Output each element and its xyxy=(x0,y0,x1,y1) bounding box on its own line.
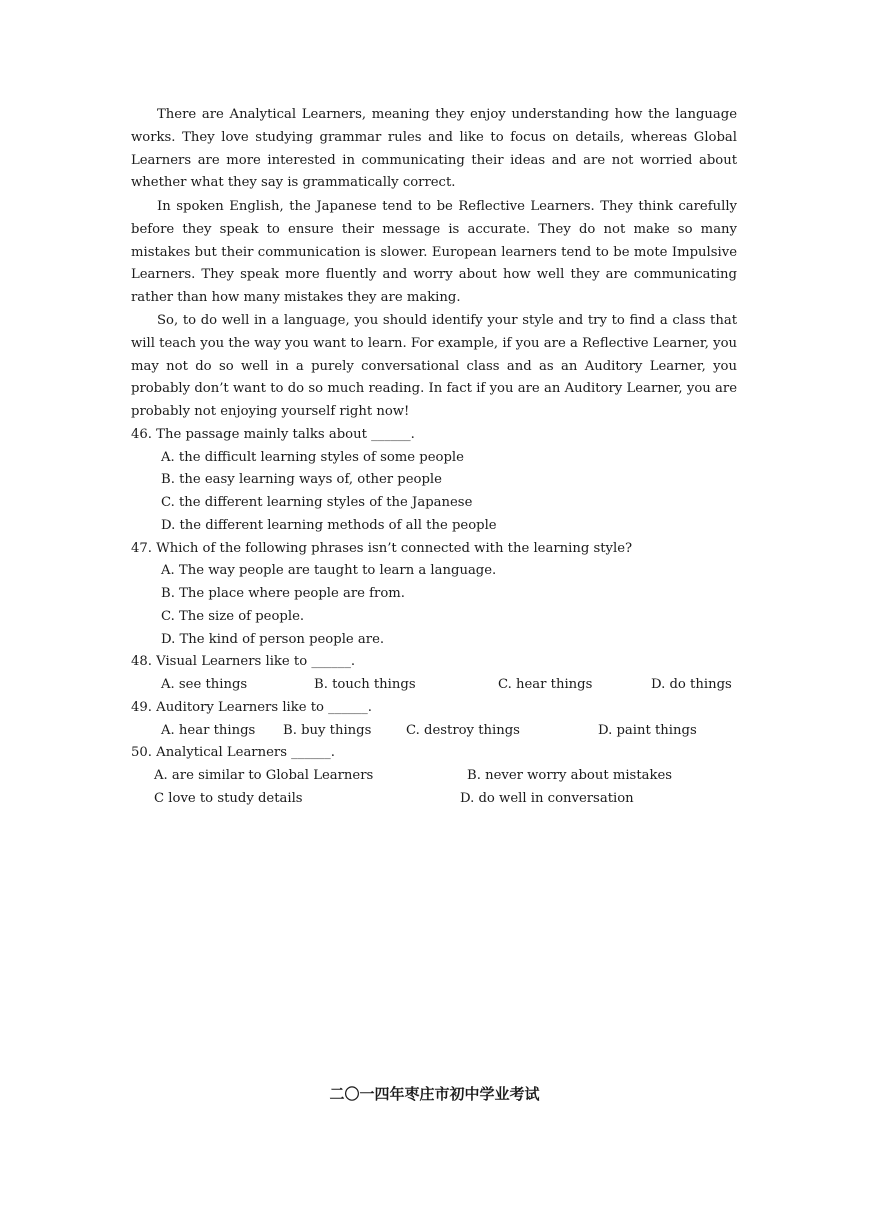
question-48-option-c: C. hear things xyxy=(498,677,593,692)
question-46-option-c: C. the different learning styles of the Japanese xyxy=(161,495,473,510)
question-46-option-d: D. the different learning methods of all the people xyxy=(161,518,497,533)
question-49-option-a: A. hear things xyxy=(161,723,256,738)
question-50-option-c: C love to study details xyxy=(154,791,303,806)
passage-paragraph-2: In spoken English, the Japanese tend to be Reflective Learners. They think carefully before they speak to ensure their message is accurate. They do not make so many mistakes but their communication is slower. European learners tend to be mote Impulsive Learners. They speak more fluently and worry about how well they are communicating rather than how many mistakes they are making. xyxy=(131,199,737,306)
question-48-stem: 48. Visual Learners like to ______. xyxy=(131,654,356,669)
question-50-option-a: A. are similar to Global Learners xyxy=(154,768,374,783)
question-47-option-c: C. The size of people. xyxy=(161,609,305,624)
question-49-stem: 49. Auditory Learners like to ______. xyxy=(131,700,372,715)
question-47-stem: 47. Which of the following phrases isn’t connected with the learning style? xyxy=(131,541,633,556)
question-48-option-b: B. touch things xyxy=(314,677,416,692)
question-48-options xyxy=(0,674,869,697)
question-48-option-a: A. see things xyxy=(161,677,248,692)
question-50-option-d: D. do well in conversation xyxy=(460,791,634,806)
exam-title: 二〇一四年枣庄市初中学业考试 xyxy=(329,1085,540,1103)
question-46-stem: 46. The passage mainly talks about ______. xyxy=(131,427,415,442)
question-48-option-d: D. do things xyxy=(651,677,732,692)
question-49-option-c: C. destroy things xyxy=(406,723,520,738)
passage-paragraph-3: So, to do well in a language, you should identify your style and try to find a class that will teach you the way you want to learn. For example, if you are a Reflective Learner, you may not do so well in a purely conversational class and as an Auditory Learner, you probably don’t want to do so much reading. In fact if you are an Auditory Learner, you are probably not enjoying yourself right now! xyxy=(131,313,737,420)
question-50-options-row-2 xyxy=(0,788,869,811)
question-47-option-a: A. The way people are taught to learn a language. xyxy=(161,563,497,578)
question-49-options xyxy=(0,720,869,743)
question-46-option-a: A. the difficult learning styles of some people xyxy=(161,450,464,465)
question-47-option-b: B. The place where people are from. xyxy=(161,586,405,601)
question-50-option-b: B. never worry about mistakes xyxy=(467,768,673,783)
question-47-option-d: D. The kind of person people are. xyxy=(161,632,385,647)
question-49-option-d: D. paint things xyxy=(598,723,697,738)
question-50-stem: 50. Analytical Learners ______. xyxy=(131,745,335,760)
question-49-option-b: B. buy things xyxy=(283,723,372,738)
question-50-options-row-1 xyxy=(0,765,869,788)
question-46-option-b: B. the easy learning ways of, other people xyxy=(161,472,442,487)
passage-paragraph-1: There are Analytical Learners, meaning they enjoy understanding how the language works. They love studying grammar rules and like to focus on details, whereas Global Learners are more interested in communicating their ideas and are not worried about whether what they say is grammatically correct. xyxy=(131,107,737,191)
